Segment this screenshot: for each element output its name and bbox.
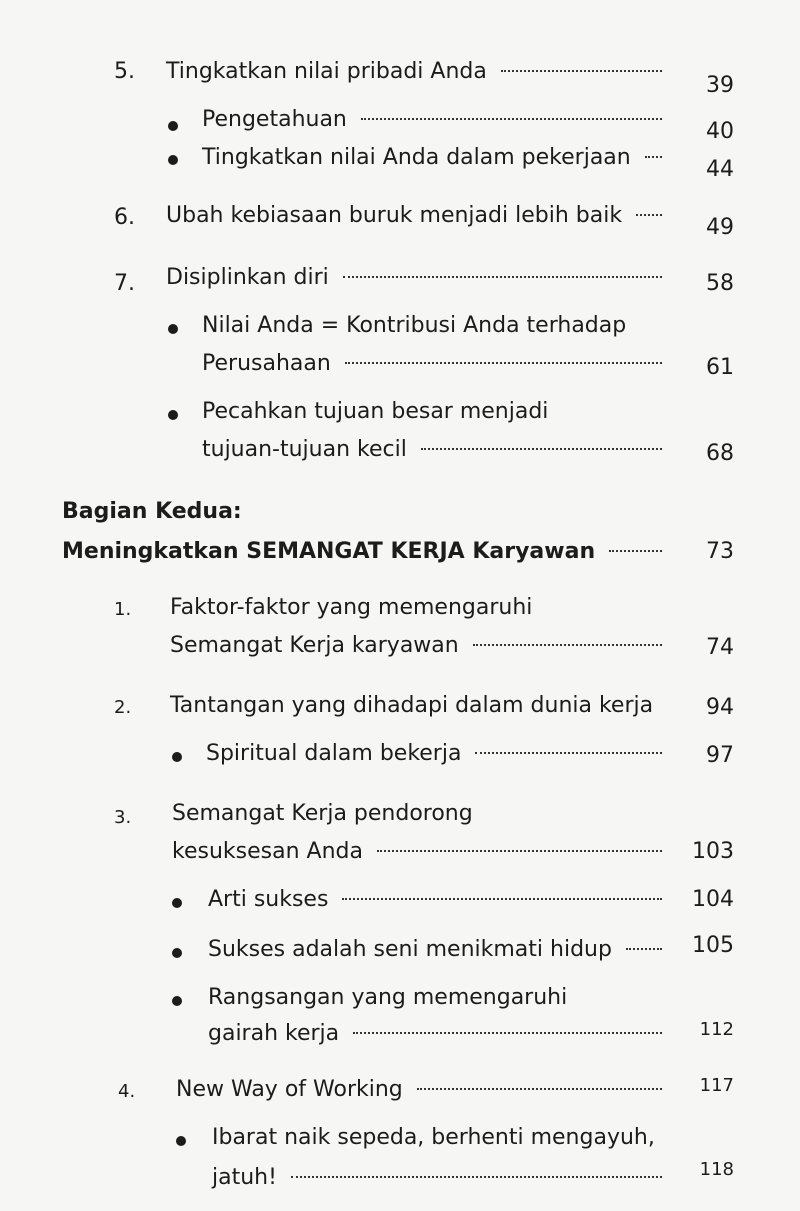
- entry-title-line-1: Rangsangan yang memengaruhi: [208, 985, 568, 1010]
- entry-title-line: [176, 1074, 674, 1106]
- bullet-icon: [172, 948, 182, 958]
- dot-leader: [417, 1088, 662, 1090]
- entry-title-line: [166, 262, 674, 294]
- entry-number: 6.: [114, 205, 135, 230]
- entry-page-number: 112: [699, 1019, 734, 1040]
- entry-title-line: [172, 836, 674, 868]
- dot-leader: [342, 898, 662, 900]
- entry-title: New Way of Working: [176, 1077, 403, 1102]
- dot-leader: [626, 948, 662, 950]
- entry-title-line-1: Faktor-faktor yang memengaruhi: [170, 595, 533, 620]
- entry-title-line-1: Nilai Anda = Kontribusi Anda terhadap: [202, 313, 627, 338]
- entry-title: Spiritual dalam bekerja: [206, 741, 462, 766]
- entry-title-line: [170, 630, 674, 662]
- part-title-line: [62, 536, 674, 568]
- entry-page-number: 73: [706, 539, 734, 564]
- bullet-icon: [172, 996, 182, 1006]
- dot-leader: [377, 850, 662, 852]
- entry-title: Arti sukses: [208, 887, 329, 912]
- dot-leader: [343, 276, 662, 278]
- entry-page-number: 74: [706, 635, 734, 660]
- entry-title-line: [202, 434, 674, 466]
- entry-title: Ubah kebiasaan buruk menjadi lebih baik: [166, 203, 623, 228]
- dot-leader: [291, 1176, 662, 1178]
- bullet-icon: [176, 1136, 186, 1146]
- entry-title-line: [208, 884, 674, 916]
- entry-page-number: 94: [706, 695, 734, 720]
- bullet-icon: [172, 898, 182, 908]
- entry-title-line-2: kesuksesan Anda: [172, 839, 363, 864]
- entry-page-number: 117: [699, 1075, 734, 1096]
- entry-page-number: 118: [699, 1159, 734, 1180]
- entry-page-number: 61: [706, 355, 734, 380]
- bullet-icon: [168, 410, 178, 420]
- dot-leader: [609, 550, 662, 552]
- entry-title-line: [208, 934, 674, 966]
- entry-number: 3.: [114, 807, 132, 828]
- entry-title-line-2: gairah kerja: [208, 1021, 340, 1046]
- part-label: Bagian Kedua:: [62, 499, 242, 524]
- dot-leader: [361, 118, 662, 120]
- entry-title-line: [202, 104, 674, 136]
- entry-title-line-1: Pecahkan tujuan besar menjadi: [202, 399, 549, 424]
- bullet-icon: [168, 324, 178, 334]
- entry-title-line: [202, 348, 674, 380]
- bullet-icon: [172, 752, 182, 762]
- part-title: Meningkatkan SEMANGAT KERJA Karyawan: [62, 539, 596, 564]
- entry-title-line-1: Ibarat naik sepeda, berhenti mengayuh,: [212, 1125, 655, 1150]
- entry-number: 7.: [114, 271, 135, 296]
- dot-leader: [475, 752, 662, 754]
- dot-leader: [345, 362, 662, 364]
- dot-leader: [353, 1032, 662, 1034]
- entry-page-number: 58: [706, 271, 734, 296]
- entry-title-line-2: Semangat Kerja karyawan: [170, 633, 459, 658]
- entry-title-line: [206, 738, 674, 770]
- entry-title-line: [212, 1162, 674, 1194]
- entry-page-number: 103: [692, 839, 734, 864]
- entry-title-line-2: jatuh!: [212, 1165, 277, 1190]
- entry-title-line-1: Semangat Kerja pendorong: [172, 801, 473, 826]
- entry-page-number: 44: [706, 157, 734, 182]
- bullet-icon: [168, 121, 178, 131]
- bullet-icon: [168, 155, 178, 165]
- entry-page-number: 40: [706, 119, 734, 144]
- entry-page-number: 39: [706, 73, 734, 98]
- entry-page-number: 105: [692, 933, 734, 958]
- entry-title: Tingkatkan nilai pribadi Anda: [166, 59, 487, 84]
- entry-title-line: [166, 56, 674, 88]
- entry-title: Sukses adalah seni menikmati hidup: [208, 937, 612, 962]
- entry-title: Tantangan yang dihadapi dalam dunia kerja: [170, 693, 654, 718]
- dot-leader: [473, 644, 662, 646]
- entry-number: 2.: [114, 697, 132, 718]
- dot-leader: [645, 156, 662, 158]
- entry-page-number: 49: [706, 215, 734, 240]
- entry-title: Pengetahuan: [202, 107, 347, 132]
- dot-leader: [501, 70, 662, 72]
- entry-title-line-2: Perusahaan: [202, 351, 331, 376]
- dot-leader: [636, 214, 662, 216]
- entry-title-line-2: tujuan-tujuan kecil: [202, 437, 407, 462]
- entry-page-number: 68: [706, 441, 734, 466]
- entry-page-number: 97: [706, 743, 734, 768]
- entry-number: 1.: [114, 599, 132, 620]
- entry-title-line: [202, 142, 674, 174]
- entry-number: 5.: [114, 59, 135, 84]
- entry-number: 4.: [118, 1081, 136, 1102]
- entry-title: Disiplinkan diri: [166, 265, 329, 290]
- entry-page-number: 104: [692, 887, 734, 912]
- entry-title-line: [208, 1018, 674, 1050]
- entry-title-line: [170, 690, 674, 722]
- dot-leader: [421, 448, 662, 450]
- entry-title-line: [166, 200, 674, 232]
- entry-title: Tingkatkan nilai Anda dalam pekerjaan: [202, 145, 631, 170]
